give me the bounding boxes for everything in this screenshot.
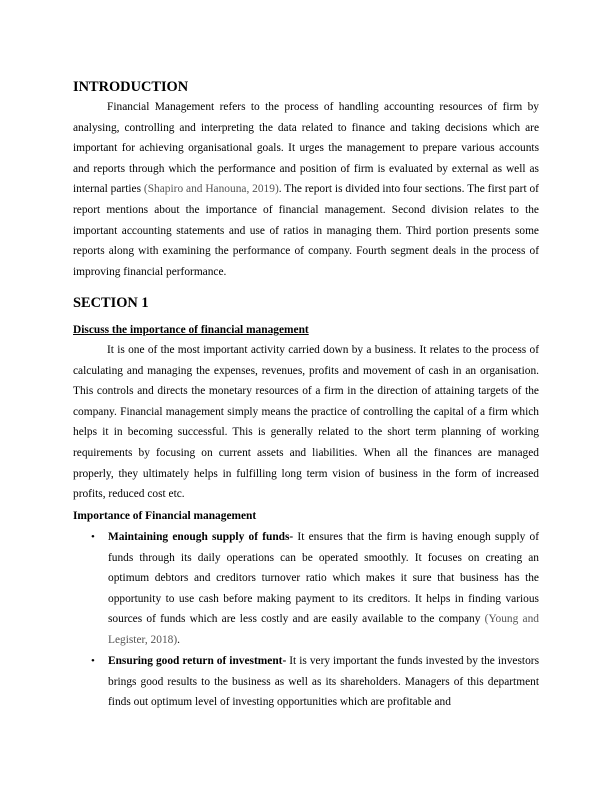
- bullet-item: [91, 527, 540, 651]
- bullet-lead: Ensuring good return of investment-: [108, 655, 287, 667]
- intro-text-a: Financial Management refers to the process of handling accounting resources of firm by analysing, controlling and interpreting the data related to finance and taking decisions which are important for achieving organisational goals. It urges the management to prepare various accounts and reports through which the performance and position of firm is evaluated by external as well as internal parties: [73, 101, 539, 196]
- bullet-icon: •: [91, 531, 95, 543]
- bullet-item: [91, 651, 539, 713]
- introduction-heading: INTRODUCTION: [73, 79, 189, 95]
- section-1-subheading: Discuss the importance of financial management: [73, 324, 309, 336]
- introduction-paragraph: [73, 97, 539, 282]
- intro-text-b: . The report is divided into four sections. The first part of report mentions about the importance of financial management. Second division relates to the important accounting statements and use of ratios in managing them. Third portion presents some reports along with examining the performance of company. Fourth segment deals in the process of improving financial performance.: [73, 183, 539, 278]
- intro-citation: (Shapiro and Hanouna, 2019): [143, 183, 279, 196]
- bullet-lead: Maintaining enough supply of funds-: [108, 531, 294, 543]
- bullet-text: It is very important the funds invested by the investors brings good results to the business as well as its shareholders. Managers of this department finds out optimum level of investing opportunities which are profitable and: [108, 655, 539, 709]
- section-1-paragraph: It is one of the most important activity carried down by a business. It relates to the process of calculating and managing the expenses, revenues, profits and movement of cash in an organisation. This controls and directs the monetary resources of a firm in the direction of attaining targets of the company. Financial management simply means the practice of controlling the capital of a firm which helps it in becoming successful. This is generally related to the short term planning of working requirements by focusing on current assets and liabilities. When all the finances are managed properly, they ultimately helps in fulfilling long term vision of business in the form of increased profits, reduced cost etc.: [73, 344, 539, 501]
- bullet-icon: •: [91, 655, 95, 667]
- bullet-text: It ensures that the firm is having enough supply of funds through its daily operations can be operated smoothly. It focuses on creating an optimum debtors and creditors turnover ratio which makes it sure that business has the opportunity to use cash before making payment to its creditors. It helps in finding various sources of funds which are less costly and are easily available to the company: [108, 531, 540, 626]
- section-1-heading: SECTION 1: [73, 295, 149, 311]
- importance-heading: Importance of Financial management: [73, 510, 257, 522]
- bullet-citation: (Young and Legister, 2018): [108, 613, 539, 646]
- bullet-end: .: [177, 633, 180, 646]
